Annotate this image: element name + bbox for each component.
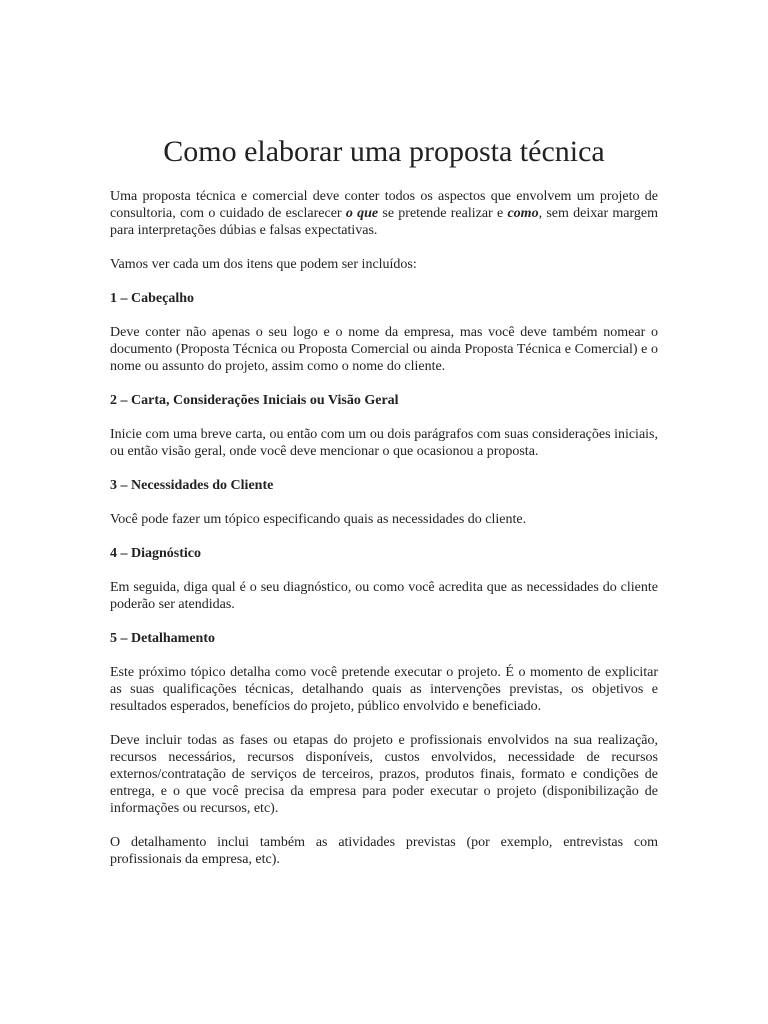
- section-paragraph: Deve incluir todas as fases ou etapas do projeto e profissionais envolvidos na sua realização, recursos necessários, recursos disponíveis, custos envolvidos, necessidade de recursos externos/contratação de serviços de terceiros, prazos, produtos finais, formato e condições de entrega, e o que você precisa da empresa para poder executar o projeto (disponibilização de informações ou recursos, etc).: [110, 733, 658, 816]
- intro-paragraph: [110, 188, 658, 239]
- section-paragraph: Inicie com uma breve carta, ou então com um ou dois parágrafos com suas considerações iniciais, ou então visão geral, onde você deve mencionar o que ocasionou a proposta.: [110, 427, 658, 459]
- section-paragraph: Deve conter não apenas o seu logo e o nome da empresa, mas você deve também nomear o documento (Proposta Técnica ou Proposta Comercial ou ainda Proposta Técnica e Comercial) e o nome ou assunto do projeto, assim como o nome do cliente.: [110, 325, 658, 374]
- section-paragraph: Você pode fazer um tópico especificando quais as necessidades do cliente.: [110, 512, 527, 527]
- intro-emphasis-how: como: [507, 206, 539, 221]
- section-cabecalho: [110, 290, 658, 375]
- section-carta: [110, 392, 658, 460]
- section-heading: 5 – Detalhamento: [110, 631, 215, 646]
- section-paragraph: O detalhamento inclui também as atividades previstas (por exemplo, entrevistas com profissionais da empresa, etc).: [110, 835, 658, 867]
- lead-paragraph: Vamos ver cada um dos itens que podem ser incluídos:: [110, 257, 417, 272]
- intro-text-3: , sem deixar margem para interpretações dúbias e falsas expectativas.: [110, 206, 659, 238]
- section-heading: 4 – Diagnóstico: [110, 546, 201, 561]
- section-paragraph: Este próximo tópico detalha como você pretende executar o projeto. É o momento de explicitar as suas qualificações técnicas, detalhando quais as intervenções previstas, os objetivos e resultados esperados, benefícios do projeto, público envolvido e beneficiado.: [110, 665, 658, 714]
- section-paragraph: Em seguida, diga qual é o seu diagnóstico, ou como você acredita que as necessidades do cliente poderão ser atendidas.: [110, 580, 658, 612]
- document-title: Como elaborar uma proposta técnica: [163, 135, 605, 168]
- document-page: [110, 134, 658, 885]
- section-necessidades: [110, 477, 658, 528]
- section-diagnostico: [110, 545, 658, 613]
- section-heading: 2 – Carta, Considerações Iniciais ou Visão Geral: [110, 393, 399, 408]
- intro-text-2: se pretende realizar e: [378, 206, 508, 221]
- intro-emphasis-what: o que: [345, 206, 379, 221]
- section-heading: 1 – Cabeçalho: [110, 291, 194, 306]
- section-heading: 3 – Necessidades do Cliente: [110, 478, 274, 493]
- intro-text-1: Uma proposta técnica e comercial deve conter todos os aspectos que envolvem um projeto de consultoria, com o cuidado de esclarecer: [110, 189, 658, 221]
- section-detalhamento: [110, 630, 658, 868]
